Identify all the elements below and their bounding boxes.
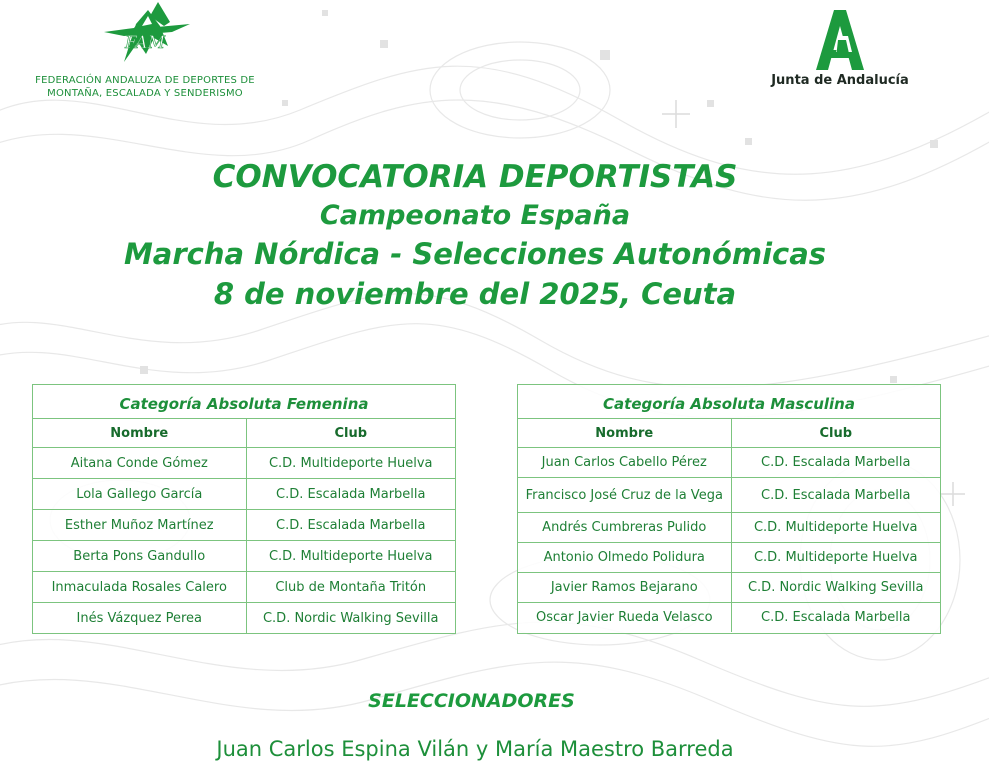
- athlete-name: Oscar Javier Rueda Velasco: [518, 603, 731, 633]
- table-row: [33, 510, 455, 541]
- column-header-club: Club: [334, 425, 368, 441]
- athlete-club: Club de Montaña Tritón: [246, 572, 455, 603]
- table-row: [33, 603, 455, 634]
- athlete-club: C.D. Escalada Marbella: [731, 603, 940, 633]
- column-header-nombre: Nombre: [518, 419, 731, 448]
- table-row: [518, 448, 940, 478]
- table-row: [518, 478, 940, 513]
- table-row: [518, 513, 940, 543]
- title-line-1: CONVOCATORIA DEPORTISTAS: [212, 159, 738, 195]
- masculina-category-title: Categoría Absoluta Masculina: [518, 385, 940, 419]
- femenina-table-box: [32, 384, 456, 634]
- athlete-name: Berta Pons Gandullo: [33, 541, 246, 572]
- seleccionadores-heading: SELECCIONADORES: [368, 690, 575, 712]
- femenina-category-title: Categoría Absoluta Femenina: [33, 385, 455, 419]
- fam-mountain-logo: [94, 2, 196, 68]
- table-header-row: [33, 419, 455, 448]
- column-header-nombre: Nombre: [33, 419, 246, 448]
- femenina-table: [33, 419, 455, 633]
- title-line-2: Campeonato España: [319, 200, 631, 231]
- masculina-table-box: [517, 384, 941, 634]
- athlete-name: Lola Gallego García: [33, 479, 246, 510]
- table-row: [33, 479, 455, 510]
- athlete-club: C.D. Escalada Marbella: [731, 448, 940, 478]
- table-row: [518, 573, 940, 603]
- athlete-name: Inmaculada Rosales Calero: [33, 572, 246, 603]
- junta-a-logo: [806, 8, 874, 70]
- athlete-club: C.D. Escalada Marbella: [731, 478, 940, 513]
- athlete-name: Javier Ramos Bejarano: [518, 573, 731, 603]
- athlete-name: Andrés Cumbreras Pulido: [518, 513, 731, 543]
- athlete-name: Francisco José Cruz de la Vega: [518, 478, 731, 513]
- federation-line-1: FEDERACIÓN ANDALUZA DE DEPORTES DE: [35, 75, 255, 86]
- federation-line-2: MONTAÑA, ESCALADA Y SENDERISMO: [47, 88, 243, 99]
- athlete-club: C.D. Escalada Marbella: [246, 479, 455, 510]
- table-row: [518, 603, 940, 633]
- title-line-4: 8 de noviembre del 2025, Ceuta: [213, 277, 737, 311]
- column-header-club: Club: [819, 425, 853, 441]
- seleccionadores-names: Juan Carlos Espina Vilán y María Maestro Barreda: [216, 737, 734, 761]
- athlete-club: C.D. Nordic Walking Sevilla: [731, 573, 940, 603]
- athlete-club: C.D. Multideporte Huelva: [246, 541, 455, 572]
- table-row: [33, 572, 455, 603]
- athlete-club: C.D. Multideporte Huelva: [731, 543, 940, 573]
- junta-label: Junta de Andalucía: [771, 73, 909, 88]
- athlete-name: Antonio Olmedo Polidura: [518, 543, 731, 573]
- athlete-name: Esther Muñoz Martínez: [33, 510, 246, 541]
- table-row: [33, 541, 455, 572]
- table-header-row: [518, 419, 940, 448]
- federation-name: [30, 74, 260, 100]
- athlete-club: C.D. Multideporte Huelva: [731, 513, 940, 543]
- athlete-club: C.D. Escalada Marbella: [246, 510, 455, 541]
- announcement-title: [0, 156, 950, 314]
- athlete-name: Juan Carlos Cabello Pérez: [518, 448, 731, 478]
- athlete-club: C.D. Nordic Walking Sevilla: [246, 603, 455, 634]
- table-row: [518, 543, 940, 573]
- table-row: [33, 448, 455, 479]
- fam-logo-lettering: FAM: [124, 33, 166, 53]
- athlete-club: C.D. Multideporte Huelva: [246, 448, 455, 479]
- title-line-3: Marcha Nórdica - Selecciones Autonómicas: [123, 237, 827, 271]
- athlete-name: Inés Vázquez Perea: [33, 603, 246, 634]
- masculina-table: [518, 419, 940, 632]
- athlete-name: Aitana Conde Gómez: [33, 448, 246, 479]
